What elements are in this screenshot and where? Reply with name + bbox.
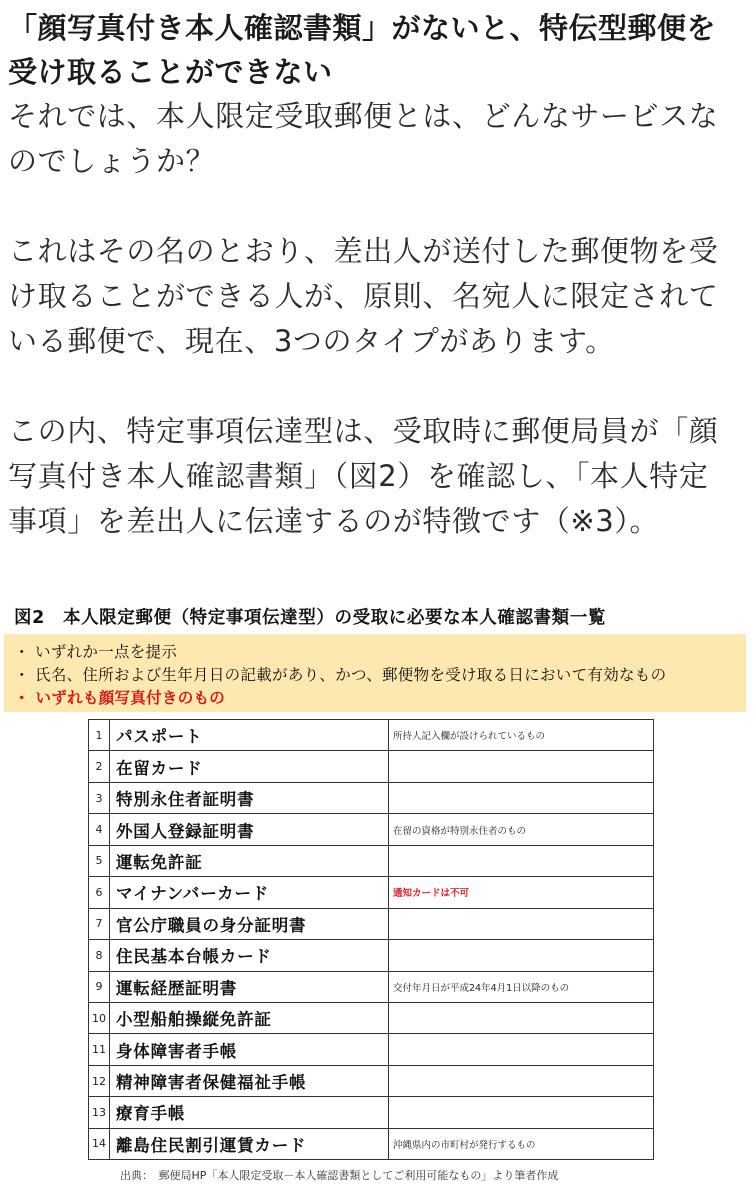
row-number: 11 (89, 1034, 110, 1065)
document-condition: 在留の資格が特別永住者のもの (389, 814, 654, 845)
row-number: 5 (89, 845, 110, 876)
paragraph (8, 409, 750, 544)
paragraph-line: 写真付き本人確認書類」（図2）を確認し、「本人特定 (8, 459, 709, 493)
requirement-note: ・ 氏名、住所および生年月日の記載があり、かつ、郵便物を受け取る日において有効なもの (14, 666, 667, 684)
row-number: 9 (89, 971, 110, 1002)
document-name: 官公庁職員の身分証明書 (110, 908, 389, 939)
document-name: 離島住民割引運賃カード (110, 1128, 389, 1159)
document-condition: 沖縄県内の市町村が発行するもの (389, 1128, 654, 1159)
table-row (89, 814, 654, 845)
article-body (8, 6, 750, 544)
requirement-note: ・ いずれか一点を提示 (14, 643, 178, 661)
row-number: 10 (89, 1002, 110, 1033)
table-row (89, 782, 654, 813)
requirements-box (4, 634, 746, 712)
row-number: 8 (89, 940, 110, 971)
document-condition (389, 1097, 654, 1128)
paragraph-line: これはその名のとおり、差出人が送付した郵便物を受 (8, 234, 719, 268)
id-documents-table (88, 719, 654, 1160)
document-condition: 交付年月日が平成24年4月1日以降のもの (389, 971, 654, 1002)
document-name: 外国人登録証明書 (110, 814, 389, 845)
row-number: 3 (89, 782, 110, 813)
document-name: 在留カード (110, 751, 389, 782)
row-number: 14 (89, 1128, 110, 1159)
paragraph-line: この内、特定事項伝達型は、受取時に郵便局員が「顔 (8, 414, 719, 448)
table-row (89, 877, 654, 908)
table-row (89, 1065, 654, 1096)
document-condition (389, 1034, 654, 1065)
section-heading (8, 6, 750, 94)
table-row (89, 940, 654, 971)
row-number: 1 (89, 720, 110, 751)
figure-title: 図2 本人限定郵便（特定事項伝達型）の受取に必要な本人確認書類一覧 (14, 608, 606, 628)
figure-source: 出典： 郵便局HP「本人限定受取－本人確認書類としてご利用可能なもの」より筆者作成 (120, 1169, 559, 1182)
paragraph (8, 94, 750, 184)
row-number: 13 (89, 1097, 110, 1128)
paragraph-line: のでしょうか？ (8, 144, 216, 178)
document-name: 療育手帳 (110, 1097, 389, 1128)
row-number: 2 (89, 751, 110, 782)
document-name: 住民基本台帳カード (110, 940, 389, 971)
paragraph-line: け取ることができる人が、原則、名宛人に限定されて (8, 279, 719, 313)
paragraph-line: いる郵便で、現在、3つのタイプがあります。 (8, 324, 615, 358)
table-row (89, 751, 654, 782)
document-name: パスポート (110, 720, 389, 751)
paragraph-line: 事項」を差出人に伝達するのが特徴です（※3）。 (8, 504, 660, 538)
document-condition: 所持人記入欄が設けられているもの (389, 720, 654, 751)
document-name: 精神障害者保健福祉手帳 (110, 1065, 389, 1096)
document-condition (389, 782, 654, 813)
document-name: マイナンバーカード (110, 877, 389, 908)
paragraph-line: それでは、本人限定受取郵便とは、どんなサービスな (8, 99, 719, 133)
document-condition (389, 751, 654, 782)
document-name: 運転免許証 (110, 845, 389, 876)
table-row (89, 971, 654, 1002)
row-number: 12 (89, 1065, 110, 1096)
figure-image (0, 596, 756, 1200)
paragraph (8, 229, 750, 364)
document-name: 小型船舶操縦免許証 (110, 1002, 389, 1033)
table-row (89, 1034, 654, 1065)
document-condition (389, 845, 654, 876)
document-condition (389, 1002, 654, 1033)
row-number: 4 (89, 814, 110, 845)
table-row (89, 1002, 654, 1033)
document-name: 身体障害者手帳 (110, 1034, 389, 1065)
row-number: 7 (89, 908, 110, 939)
table-row (89, 720, 654, 751)
table-row (89, 1128, 654, 1159)
document-condition (389, 908, 654, 939)
document-condition (389, 940, 654, 971)
table-row (89, 1097, 654, 1128)
table-row (89, 845, 654, 876)
table-row (89, 908, 654, 939)
heading-line: 「顔写真付き本人確認書類」がないと、特伝型郵便を (8, 11, 717, 45)
document-name: 特別永住者証明書 (110, 782, 389, 813)
document-condition: 通知カードは不可 (389, 877, 654, 908)
row-number: 6 (89, 877, 110, 908)
requirement-note-highlight: ・ いずれも顔写真付きのもの (14, 689, 226, 707)
document-condition (389, 1065, 654, 1096)
heading-line: 受け取ることができない (8, 55, 333, 89)
document-name: 運転経歴証明書 (110, 971, 389, 1002)
